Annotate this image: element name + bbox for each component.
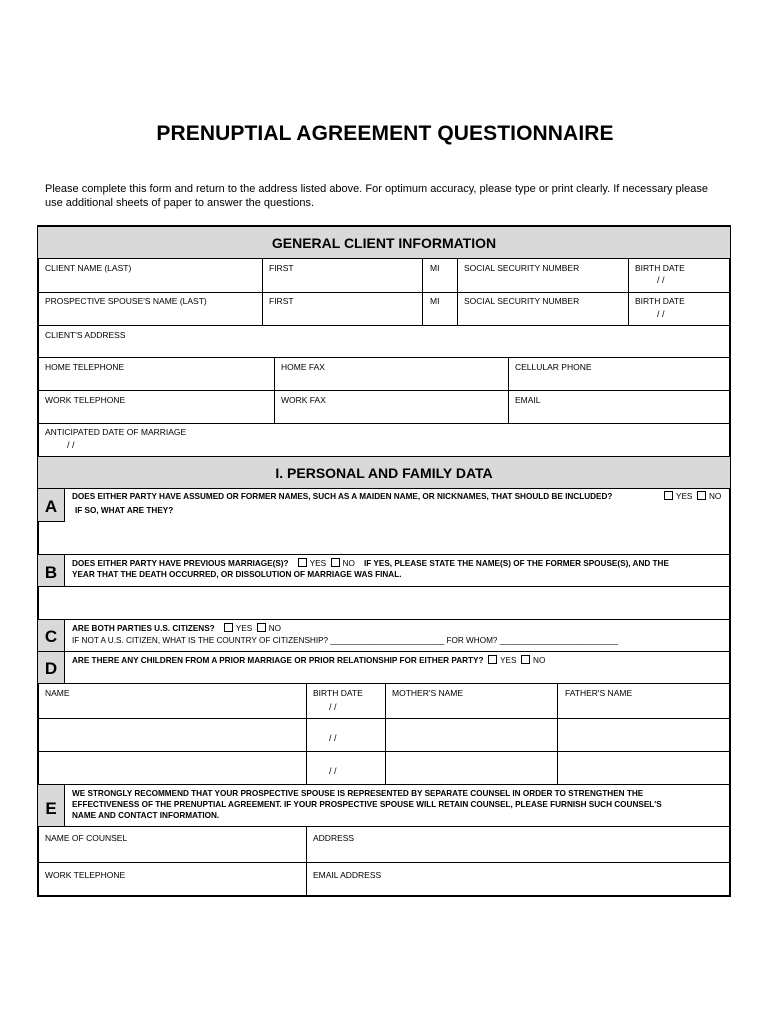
section-d-yes-checkbox[interactable] <box>488 655 497 664</box>
section-e-recommendation-1: WE STRONGLY RECOMMEND THAT YOUR PROSPECTIVE SPOUSE IS REPRESENTED BY SEPARATE COUNSEL IN ORDER TO STRENGTHEN THE <box>72 789 644 798</box>
section-b-answer-area[interactable] <box>40 587 728 618</box>
section-a-subquestion: IF SO, WHAT ARE THEY? <box>75 506 174 515</box>
client-birth-date-separator: / / <box>657 275 665 285</box>
section-b-yes-checkbox[interactable] <box>298 558 307 567</box>
personal-family-header <box>38 457 730 488</box>
child-name-header: NAME <box>45 688 70 698</box>
general-info-title: GENERAL CLIENT INFORMATION <box>271 235 497 251</box>
spouse-ssn-field[interactable]: SOCIAL SECURITY NUMBER <box>464 296 580 306</box>
section-a-letter: A <box>44 497 58 516</box>
cellular-phone-field[interactable]: CELLULAR PHONE <box>515 362 592 372</box>
section-a-question: DOES EITHER PARTY HAVE ASSUMED OR FORMER NAMES, SUCH AS A MAIDEN NAME, OR NICKNAMES, THAT SHOULD BE INCLUDED? <box>72 492 613 501</box>
intro-text: Please complete this form and return to the address listed above. For optimum accuracy, please type or print clearly. If necessary please use additional sheets of paper to answer the questions. <box>45 183 708 209</box>
counsel-work-telephone-field[interactable]: WORK TELEPHONE <box>45 870 126 880</box>
spouse-birth-date-separator: / / <box>657 309 665 319</box>
spouse-birth-date-field[interactable]: BIRTH DATE <box>635 296 685 306</box>
section-e-letter: E <box>45 799 57 818</box>
counsel-address-field[interactable]: ADDRESS <box>313 833 355 843</box>
mothers-name-header: MOTHER'S NAME <box>392 688 464 698</box>
section-d-letter: D <box>44 659 58 678</box>
section-a-options: YES NO <box>664 491 721 502</box>
section-e-recommendation-3: NAME AND CONTACT INFORMATION. <box>72 811 220 820</box>
personal-family-title: I. PERSONAL AND FAMILY DATA <box>275 465 493 481</box>
section-a-no-checkbox[interactable] <box>697 491 706 500</box>
section-c-letter: C <box>44 627 58 646</box>
section-d-no-checkbox[interactable] <box>521 655 530 664</box>
child-1-date-separator: / / <box>329 702 337 712</box>
child-3-date-separator: / / <box>329 766 337 776</box>
child-birth-date-header: BIRTH DATE <box>313 688 363 698</box>
email-field[interactable]: EMAIL <box>515 395 541 405</box>
section-c-no-checkbox[interactable] <box>257 623 266 632</box>
work-telephone-field[interactable]: WORK TELEPHONE <box>45 395 126 405</box>
spouse-mi-field[interactable]: MI <box>430 296 440 306</box>
spouse-first-name-field[interactable]: FIRST <box>269 296 294 306</box>
child-2-date-separator: / / <box>329 733 337 743</box>
client-address-field[interactable]: CLIENT'S ADDRESS <box>45 330 126 340</box>
section-e-recommendation-2: EFFECTIVENESS OF THE PRENUPTIAL AGREEMENT. IF YOUR PROSPECTIVE SPOUSE WILL RETAIN COUNSEL, PLEASE FURNISH SUCH COUNSEL'S <box>72 800 662 809</box>
counsel-name-field[interactable]: NAME OF COUNSEL <box>45 833 128 843</box>
general-info-header <box>38 227 730 258</box>
section-a-yes-checkbox[interactable] <box>664 491 673 500</box>
client-mi-field[interactable]: MI <box>430 263 440 273</box>
counsel-email-field[interactable]: EMAIL ADDRESS <box>313 870 382 880</box>
section-b-no-checkbox[interactable] <box>331 558 340 567</box>
section-c-question: ARE BOTH PARTIES U.S. CITIZENS? YES NO <box>72 624 282 633</box>
marriage-date-field[interactable]: ANTICIPATED DATE OF MARRIAGE <box>45 427 187 437</box>
spouse-last-name-field[interactable]: PROSPECTIVE SPOUSE'S NAME (LAST) <box>45 296 207 306</box>
page-title: PRENUPTIAL AGREEMENT QUESTIONNAIRE <box>156 122 614 145</box>
fathers-name-header: FATHER'S NAME <box>565 688 633 698</box>
marriage-date-separator: / / <box>67 440 75 450</box>
section-b-question-cont: YEAR THAT THE DEATH OCCURRED, OR DISSOLUTION OF MARRIAGE WAS FINAL. <box>72 570 402 579</box>
home-telephone-field[interactable]: HOME TELEPHONE <box>45 362 125 372</box>
home-fax-field[interactable]: HOME FAX <box>281 362 325 372</box>
client-birth-date-field[interactable]: BIRTH DATE <box>635 263 685 273</box>
client-first-name-field[interactable]: FIRST <box>269 263 294 273</box>
client-ssn-field[interactable]: SOCIAL SECURITY NUMBER <box>464 263 580 273</box>
section-c-yes-checkbox[interactable] <box>224 623 233 632</box>
section-a-answer-area[interactable] <box>40 522 728 553</box>
section-c-citizenship-line[interactable]: IF NOT A U.S. CITIZEN, WHAT IS THE COUNTRY OF CITIZENSHIP? _________________________ FOR WHOM? __________________________ <box>72 636 619 645</box>
section-b-question: DOES EITHER PARTY HAVE PREVIOUS MARRIAGE(S)? YES NO IF YES, PLEASE STATE THE NAME(S) OF THE FORMER SPOUSE(S), AND THE <box>72 559 669 568</box>
section-d-question: ARE THERE ANY CHILDREN FROM A PRIOR MARRIAGE OR PRIOR RELATIONSHIP FOR EITHER PARTY? YES NO <box>72 656 546 665</box>
section-b-letter: B <box>44 563 58 582</box>
work-fax-field[interactable]: WORK FAX <box>281 395 326 405</box>
client-last-name-field[interactable]: CLIENT NAME (LAST) <box>45 263 132 273</box>
